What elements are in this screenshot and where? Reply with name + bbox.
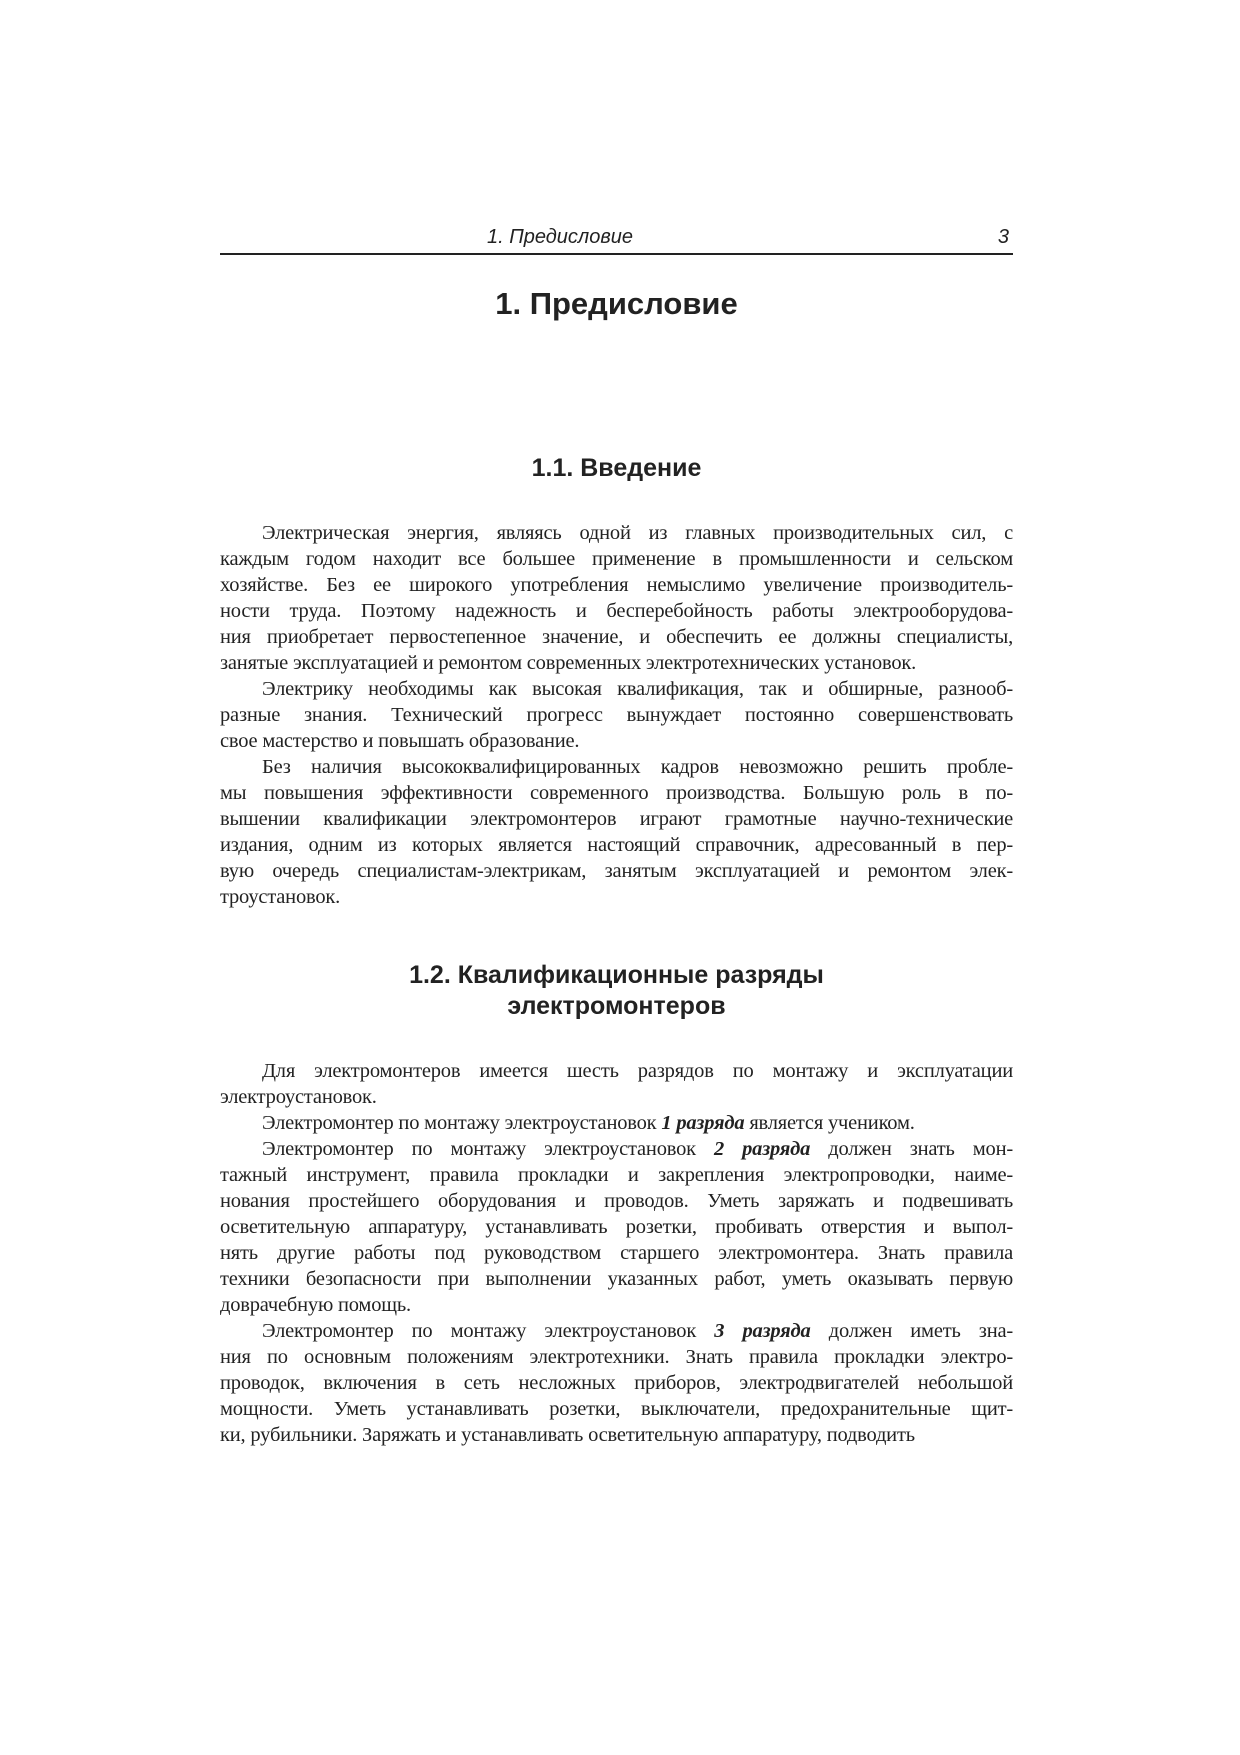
text-line: мы повышения эффективности современного производства. Большую роль в по-	[220, 782, 1013, 804]
text-line: издания, одним из которых является настоящий справочник, адресованный в пер-	[220, 834, 1013, 856]
running-title: 1. Предисловие	[486, 226, 633, 248]
text-line: Электрику необходимы как высокая квалификация, так и обширные, разнооб-	[262, 678, 1013, 700]
text-line: Без наличия высококвалифицированных кадров невозможно решить пробле-	[262, 756, 1013, 778]
text-line	[220, 1318, 1013, 1344]
text-line: проводок, включения в сеть несложных приборов, электродвигателей небольшой	[220, 1372, 1013, 1394]
paragraph	[220, 1058, 1013, 1110]
text-run: должен знать мон-	[810, 1138, 1014, 1160]
page-number: 3	[997, 226, 1009, 248]
paragraph	[220, 1136, 1013, 1318]
section-title	[220, 960, 1013, 1022]
emphasized-grade: 1 разряда	[661, 1112, 745, 1134]
page-column	[220, 222, 1013, 1448]
text-line: Электрическая энергия, являясь одной из главных производительных сил, с	[262, 522, 1013, 544]
text-line: каждым годом находит все большее применение в промышленности и сельском	[220, 548, 1013, 570]
header-rule	[220, 253, 1013, 255]
section-title-line: 1.1. Введение	[531, 454, 702, 482]
emphasized-grade: 3 разряда	[714, 1320, 811, 1342]
section-title-line: 1.2. Квалификационные разряды	[409, 961, 824, 989]
running-header	[220, 222, 1013, 252]
paragraph	[220, 676, 1013, 754]
text-line: троустановок.	[220, 886, 341, 908]
text-line: ки, рубильники. Заряжать и устанавливать осветительную аппаратуру, подводить	[220, 1424, 915, 1446]
text-line: Для электромонтеров имеется шесть разрядов по монтажу и эксплуатации	[262, 1060, 1013, 1082]
section-body	[220, 1058, 1013, 1448]
text-line: тажный инструмент, правила прокладки и закрепления электропроводки, наиме-	[220, 1164, 1013, 1186]
text-line	[220, 1110, 1013, 1136]
text-line: занятые эксплуатацией и ремонтом современных электротехнических установок.	[220, 652, 917, 674]
paragraph	[220, 754, 1013, 910]
text-run: должен иметь зна-	[810, 1320, 1013, 1342]
paragraph	[220, 1110, 1013, 1136]
emphasized-grade: 2 разряда	[713, 1138, 811, 1160]
section-title	[220, 453, 1013, 484]
text-line: вышении квалификации электромонтеров играют грамотные научно-технические	[220, 808, 1013, 830]
chapter-title: 1. Предисловие	[495, 286, 738, 321]
text-line: ния по основным положениям электротехники. Знать правила прокладки электро-	[220, 1346, 1013, 1368]
text-line: нования простейшего оборудования и проводов. Уметь заряжать и подвешивать	[220, 1190, 1013, 1212]
text-line: осветительную аппаратуру, устанавливать розетки, пробивать отверстия и выпол-	[220, 1216, 1013, 1238]
text-run: является учеником.	[744, 1112, 915, 1134]
text-run: Электромонтер по монтажу электроустановок	[262, 1320, 715, 1342]
text-run: Электромонтер по монтажу электроустановок	[262, 1112, 662, 1134]
text-line: разные знания. Технический прогресс вынуждает постоянно совершенствовать	[220, 704, 1013, 726]
text-line: свое мастерство и повышать образование.	[220, 730, 580, 752]
text-line: ния приобретает первостепенное значение, и обеспечить ее должны специалисты,	[220, 626, 1013, 648]
paragraph	[220, 1318, 1013, 1448]
text-run: Электромонтер по монтажу электроустановок	[262, 1138, 714, 1160]
text-line: техники безопасности при выполнении указанных работ, уметь оказывать первую	[220, 1268, 1013, 1290]
section-body	[220, 520, 1013, 910]
paragraph	[220, 520, 1013, 676]
text-line: нять другие работы под руководством старшего электромонтера. Знать правила	[220, 1242, 1013, 1264]
text-line: хозяйстве. Без ее широкого употребления немыслимо увеличение производитель-	[220, 574, 1013, 596]
text-line: электроустановок.	[220, 1086, 377, 1108]
text-line: ности труда. Поэтому надежность и бесперебойность работы электрооборудова-	[220, 600, 1013, 622]
text-line: мощности. Уметь устанавливать розетки, выключатели, предохранительные щит-	[220, 1398, 1013, 1420]
text-line	[220, 1136, 1013, 1162]
text-line: доврачебную помощь.	[220, 1294, 411, 1316]
text-line: вую очередь специалистам-электрикам, занятым эксплуатацией и ремонтом элек-	[220, 860, 1013, 882]
section-title-line: электромонтеров	[507, 992, 726, 1020]
